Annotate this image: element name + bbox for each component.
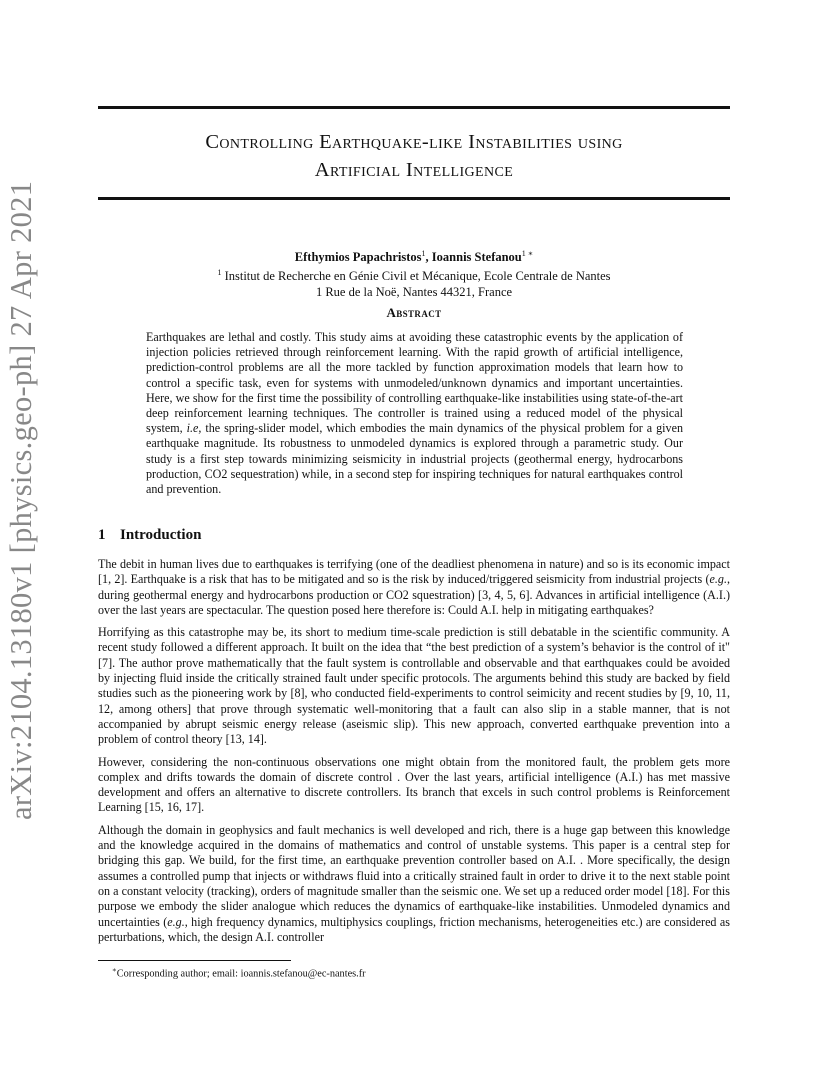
- paragraph-1-part-a: The debit in human lives due to earthquakes is terrifying (one of the deadliest phenomena in nature) and so is its economic impact [1, 2]. Earthquake is a risk that has to be mitigated and so is the risk by induced/triggered seismicity from industrial projects (: [98, 557, 730, 587]
- introduction-body: [98, 557, 730, 952]
- paragraph-4-part-a: Although the domain in geophysics and fault mechanics is well developed and rich, there is a huge gap between this knowledge and the knowledge acquired in the domains of mathematics and control of unstable systems. This paper is a central step for bridging this gap. We build, for the first time, an earthquake prevention controller based on A.I. . More specifically, the design assumes a controlled pump that injects or withdraws fluid into a critically strained fault in order to drive it to the next stable point on a constant velocity (tracking), orders of magnitude smaller than the seismic one. We set up a reduced order model [18]. For this purpose we embody the slider analogue which reduces the dynamics of earthquake-like instabilities. Unmodeled dynamics and uncertainties (: [98, 822, 730, 929]
- title-top-rule: [98, 106, 730, 109]
- footnote-text: Corresponding author; email: ioannis.stefanou@ec-nantes.fr: [116, 968, 366, 980]
- paragraph-1-part-b: , during geothermal energy and hydrocarbons production or CO2 squestration) [3, 4, 5, 6]. Advances in artificial intelligence (A.I.) over the last years are spectacular. The question posed here therefore is: Could A.I. help in mitigating earthquakes?: [98, 572, 730, 617]
- paragraph-4-part-b: , high frequency dynamics, multiphysics couplings, friction mechanisms, heterogeneities etc.) are considered as perturbations, which, the design A.I. controller: [98, 914, 730, 944]
- abstract-text-part-2: the spring-slider model, which embodies the main dynamics of the physical problem for a given earthquake magnitude. Its robustness to unmodeled dynamics is explored through a parametric study. Our study is a first step towards minimizing seismicity in industrial projects (geothermal energy, hydrocarbons production, CO2 sequestration) while, in a second step for inspiring techniques for natural earthquakes control and prevention.: [146, 421, 683, 497]
- section-title: Introduction: [120, 527, 202, 543]
- paragraph-4-emphasis: e.g.: [167, 914, 185, 929]
- footnote: [112, 964, 366, 980]
- paragraph-1: [98, 557, 730, 618]
- affiliation-line-1: [98, 265, 730, 284]
- abstract-text-part-1: Earthquakes are lethal and costly. This study aims at avoiding these catastrophic events by the application of injection policies retrieved through reinforcement learning. With the rapid growth of artificial intelligence, prediction-control problems are all the more tackled by function approximation models that learn how to control a specific task, even for systems with unmodeled/unknown dynamics and important uncertainties. Here, we show for the first time the possibility of controlling earthquake-like instabilities using state-of-the-art deep reinforcement learning techniques. The controller is trained using a reduced model of the physical system,: [146, 330, 683, 436]
- author-block: [98, 246, 730, 300]
- paragraph-2: Horrifying as this catastrophe may be, its short to medium time-scale prediction is still debatable in the scientific community. A recent study followed a different approach. It built on the idea that “the best prediction of a system’s behavior is the control of it" [7]. The author prove mathematically that the fault system is controllable and observable and that earthquakes could be avoided by injecting fluid inside the critically strained fault under specific protocols. The arguments behind this study are backed by field studies such as the pioneering work by [8], who conducted field-experiments to control seimicity and recent studies by [9, 10, 11, 12, among others] that prove through systematic well-monitoring that a fault can also slip in a stable manner, that is not accompanied by abrupt seismic energy release (aseismic slip). This new approach, converted earthquake prevention into a problem of control theory [13, 14].: [98, 625, 730, 747]
- author-name-1: Efthymios Papachristos: [294, 250, 422, 265]
- affiliation-marker: 1: [217, 268, 222, 278]
- abstract-heading: Abstract: [386, 305, 442, 320]
- author-name-2: , Ioannis Stefanou: [425, 250, 522, 265]
- section-number: 1: [98, 527, 106, 543]
- paper-title: [98, 128, 730, 184]
- title-line-2: Artificial Intelligence: [314, 159, 514, 181]
- abstract-emphasis: i.e,: [186, 421, 202, 436]
- arxiv-identifier-stamp: arXiv:2104.13180v1 [physics.geo-ph] 27 Apr 2021: [4, 180, 38, 820]
- affiliation-line-2: 1 Rue de la Noë, Nantes 44321, France: [315, 285, 513, 300]
- paragraph-4: [98, 823, 730, 945]
- author-1-affiliation-marker: 1: [421, 249, 426, 258]
- abstract-text: [146, 330, 683, 497]
- section-heading-introduction: [98, 527, 201, 544]
- title-bottom-rule: [98, 197, 730, 200]
- title-line-1: Controlling Earthquake-like Instabilities using: [205, 131, 623, 153]
- author-2-affiliation-marker: 1 ∗: [521, 249, 534, 258]
- footnote-marker: ∗: [112, 966, 117, 974]
- author-line: [98, 246, 730, 265]
- footnote-rule: [98, 960, 291, 961]
- paragraph-1-emphasis: e.g.: [709, 572, 727, 587]
- affiliation-institute: Institut de Recherche en Génie Civil et Mécanique, Ecole Centrale de Nantes: [221, 269, 611, 284]
- paragraph-3: However, considering the non-continuous observations one might obtain from the monitored fault, the problem gets more complex and drifts towards the domain of discrete control . Over the last years, artificial intelligence (A.I.) has met massive development and offers an alternative to discrete controllers. Its branch that excels in such control problems is Reinforcement Learning [15, 16, 17].: [98, 754, 730, 815]
